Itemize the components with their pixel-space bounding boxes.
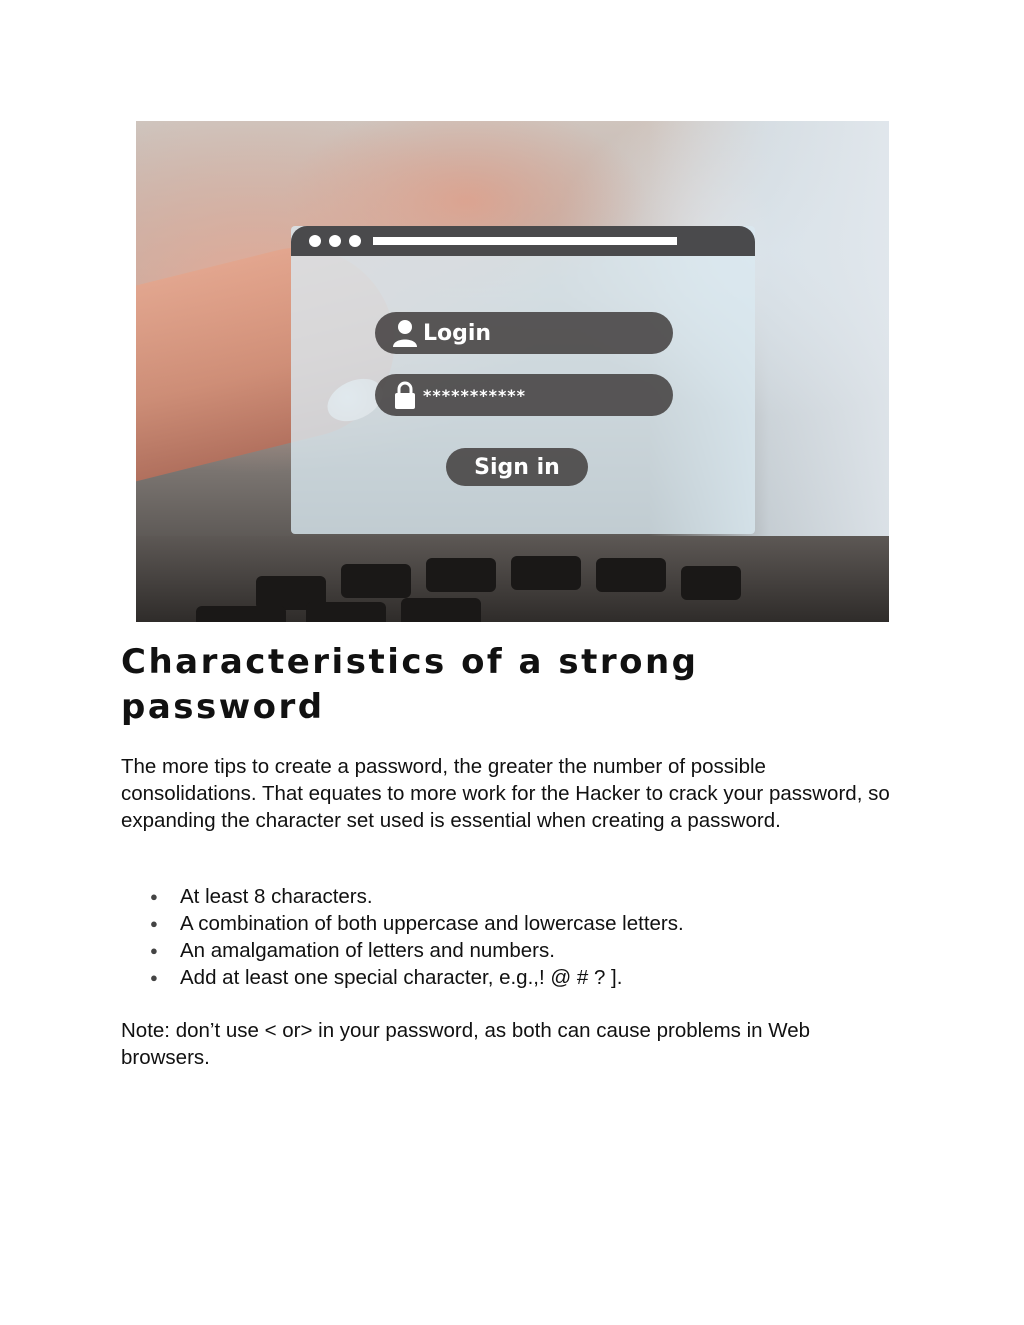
laptop-keyboard [136, 536, 889, 622]
tip-text: A combination of both uppercase and lowercase letters. [180, 912, 684, 935]
hero-image [136, 121, 889, 622]
list-item [150, 883, 910, 910]
bullet-icon: ● [150, 943, 158, 958]
password-field-graphic [375, 374, 673, 416]
sign-in-button-graphic [446, 448, 588, 486]
lock-icon [391, 380, 419, 410]
tip-text: An amalgamation of letters and numbers. [180, 939, 555, 962]
bullet-icon: ● [150, 889, 158, 904]
list-item [150, 937, 910, 964]
login-window-graphic [291, 226, 755, 534]
list-item [150, 964, 910, 991]
tips-list [150, 883, 910, 991]
window-dot-icon [329, 235, 341, 247]
intro-paragraph: The more tips to create a password, the greater the number of possible consolidations. That equates to more work for the Hacker to crack your password, so expanding the character set used is essential when creating a password. [121, 755, 890, 832]
login-label: Login [423, 320, 492, 346]
password-mask: *********** [423, 385, 527, 405]
tip-text: At least 8 characters. [180, 885, 373, 908]
window-title-bar [291, 226, 755, 256]
login-field-graphic [375, 312, 673, 354]
address-bar [373, 237, 677, 245]
window-dot-icon [309, 235, 321, 247]
article-title: Characteristics of a strong password [121, 642, 699, 727]
note-paragraph: Note: don’t use < or> in your password, as both can cause problems in Web browsers. [121, 1019, 811, 1069]
list-item [150, 910, 910, 937]
window-dot-icon [349, 235, 361, 247]
user-icon [391, 318, 419, 348]
sign-in-label: Sign in [474, 454, 560, 480]
bullet-icon: ● [150, 916, 158, 931]
tip-text: Add at least one special character, e.g.,! @ # ? ]. [180, 966, 623, 989]
bullet-icon: ● [150, 970, 158, 985]
